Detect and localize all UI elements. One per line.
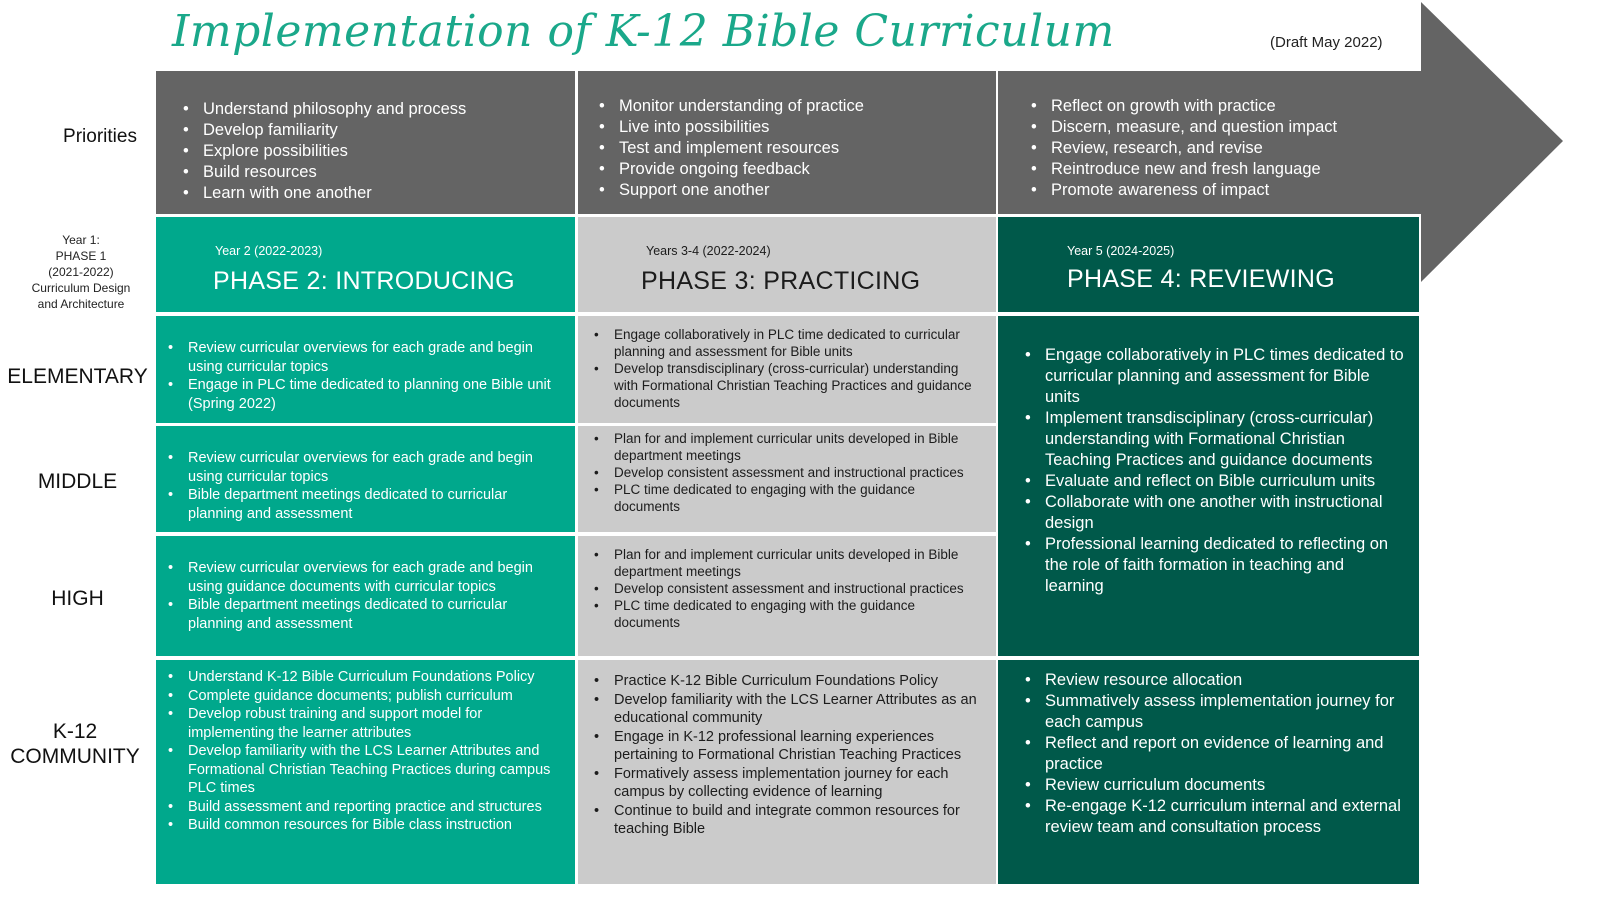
list-item: • Provide ongoing feedback: [619, 159, 996, 180]
list-item: • Continue to build and integrate common resources for teaching Bible: [614, 802, 984, 839]
list-item: • PLC time dedicated to engaging with the guidance documents: [614, 481, 984, 515]
phase3-year: Years 3-4 (2022-2024): [646, 244, 771, 258]
list-item: • Review curricular overviews for each grade and begin using curricular topics: [188, 449, 561, 486]
row-label-k12-community: [0, 716, 150, 772]
list-item: • Professional learning dedicated to reflecting on the role of faith formation in teaching and learning: [1045, 534, 1405, 597]
list-item: • Implement transdisciplinary (cross-curricular) understanding with Formational Christian Teaching Practices and guidance documents: [1045, 408, 1405, 471]
list-item: • Evaluate and reflect on Bible curriculum units: [1045, 471, 1405, 492]
priorities-phase3: [578, 71, 996, 214]
list-item: • Develop familiarity: [203, 120, 575, 141]
list-item: • Develop transdisciplinary (cross-curricular) understanding with Formational Christian Teaching Practices and guidance documents: [614, 360, 984, 411]
list-item: • Formatively assess implementation journey for each campus by collecting evidence of learning: [614, 765, 984, 802]
phase4-year: Year 5 (2024-2025): [1067, 244, 1175, 258]
phase4-campus: [998, 316, 1419, 656]
list-item: • Reflect on growth with practice: [1051, 96, 1421, 117]
list-item: • Practice K-12 Bible Curriculum Foundations Policy: [614, 672, 984, 691]
row-label-high: HIGH: [51, 586, 104, 610]
list-item: • Promote awareness of impact: [1051, 180, 1421, 201]
list-item: • Review curricular overviews for each grade and begin using guidance documents with curricular topics: [188, 559, 561, 596]
row-label-year1: [20, 232, 142, 312]
list-item: • Review, research, and revise: [1051, 138, 1421, 159]
list-item: • Reintroduce new and fresh language: [1051, 159, 1421, 180]
list-item: • Discern, measure, and question impact: [1051, 117, 1421, 138]
phase2-high: [156, 536, 575, 656]
list-item: • Test and implement resources: [619, 138, 996, 159]
list-item: • Engage in PLC time dedicated to planning one Bible unit (Spring 2022): [188, 376, 561, 413]
draft-date: (Draft May 2022): [1270, 34, 1383, 51]
list-item: • Understand philosophy and process: [203, 99, 575, 120]
phase4-title: PHASE 4: REVIEWING: [1067, 265, 1335, 293]
list-item: • Develop consistent assessment and instructional practices: [614, 464, 984, 481]
year1-line: (2021-2022): [48, 265, 114, 279]
year1-line: Curriculum Design: [31, 281, 131, 295]
list-item: • Engage collaboratively in PLC times dedicated to curricular planning and assessment for Bible units: [1045, 345, 1405, 408]
list-item: • Live into possibilities: [619, 117, 996, 138]
phase2-title: PHASE 2: INTRODUCING: [213, 267, 515, 295]
priorities-phase2: [156, 71, 575, 214]
phase2-middle: [156, 426, 575, 532]
list-item: • Engage in K-12 professional learning experiences pertaining to Formational Christian Teaching Practices: [614, 728, 984, 765]
list-item: • Understand K-12 Bible Curriculum Foundations Policy: [188, 668, 563, 687]
list-item: • Build common resources for Bible class instruction: [188, 816, 563, 835]
list-item: • Complete guidance documents; publish curriculum: [188, 687, 563, 706]
list-item: • Re-engage K-12 curriculum internal and external review team and consultation process: [1045, 796, 1401, 838]
list-item: • Engage collaboratively in PLC time dedicated to curricular planning and assessment for Bible units: [614, 326, 984, 360]
year1-line: Year 1:: [62, 233, 100, 247]
list-item: • Plan for and implement curricular units developed in Bible department meetings: [614, 546, 984, 580]
phase4-header: [998, 217, 1419, 312]
phase3-header: [578, 217, 996, 312]
list-item: • Monitor understanding of practice: [619, 96, 996, 117]
list-item: • Support one another: [619, 180, 996, 201]
k12-line: COMMUNITY: [10, 745, 140, 768]
phase2-header: [156, 217, 575, 312]
list-item: • Develop robust training and support model for implementing the learner attributes: [188, 705, 563, 742]
phase3-k12: [578, 660, 996, 884]
phase2-k12: [156, 660, 575, 884]
page-title: Implementation of K-12 Bible Curriculum: [172, 6, 1115, 57]
row-label-elementary: ELEMENTARY: [7, 364, 148, 388]
list-item: • Bible department meetings dedicated to curricular planning and assessment: [188, 596, 561, 633]
list-item: • Review curricular overviews for each grade and begin using curricular topics: [188, 339, 561, 376]
list-item: • PLC time dedicated to engaging with the guidance documents: [614, 597, 984, 631]
phase3-high: [578, 536, 996, 656]
list-item: • Explore possibilities: [203, 141, 575, 162]
list-item: • Collaborate with one another with instructional design: [1045, 492, 1405, 534]
k12-line: K-12: [52, 720, 98, 743]
list-item: • Learn with one another: [203, 183, 575, 204]
phase3-elementary: [578, 316, 996, 423]
list-item: • Develop consistent assessment and instructional practices: [614, 580, 984, 597]
phase3-middle: [578, 426, 996, 532]
phase4-k12: [998, 660, 1419, 884]
phase2-year: Year 2 (2022-2023): [215, 244, 323, 258]
list-item: • Build assessment and reporting practice and structures: [188, 798, 563, 817]
list-item: • Plan for and implement curricular units developed in Bible department meetings: [614, 430, 984, 464]
phase3-title: PHASE 3: PRACTICING: [641, 267, 921, 295]
list-item: • Reflect and report on evidence of learning and practice: [1045, 733, 1401, 775]
phase2-elementary: [156, 316, 575, 423]
priorities-phase4: [998, 71, 1421, 214]
row-label-middle: MIDDLE: [37, 469, 118, 493]
list-item: • Develop familiarity with the LCS Learner Attributes as an educational community: [614, 691, 984, 728]
list-item: • Summatively assess implementation journey for each campus: [1045, 691, 1401, 733]
year1-line: PHASE 1: [55, 249, 107, 263]
list-item: • Develop familiarity with the LCS Learner Attributes and Formational Christian Teaching Practices during campus PLC times: [188, 742, 563, 798]
row-label-priorities: Priorities: [63, 126, 137, 147]
list-item: • Review curriculum documents: [1045, 775, 1401, 796]
year1-line: and Architecture: [37, 297, 125, 311]
list-item: • Build resources: [203, 162, 575, 183]
list-item: • Review resource allocation: [1045, 670, 1401, 691]
list-item: • Bible department meetings dedicated to curricular planning and assessment: [188, 486, 561, 523]
